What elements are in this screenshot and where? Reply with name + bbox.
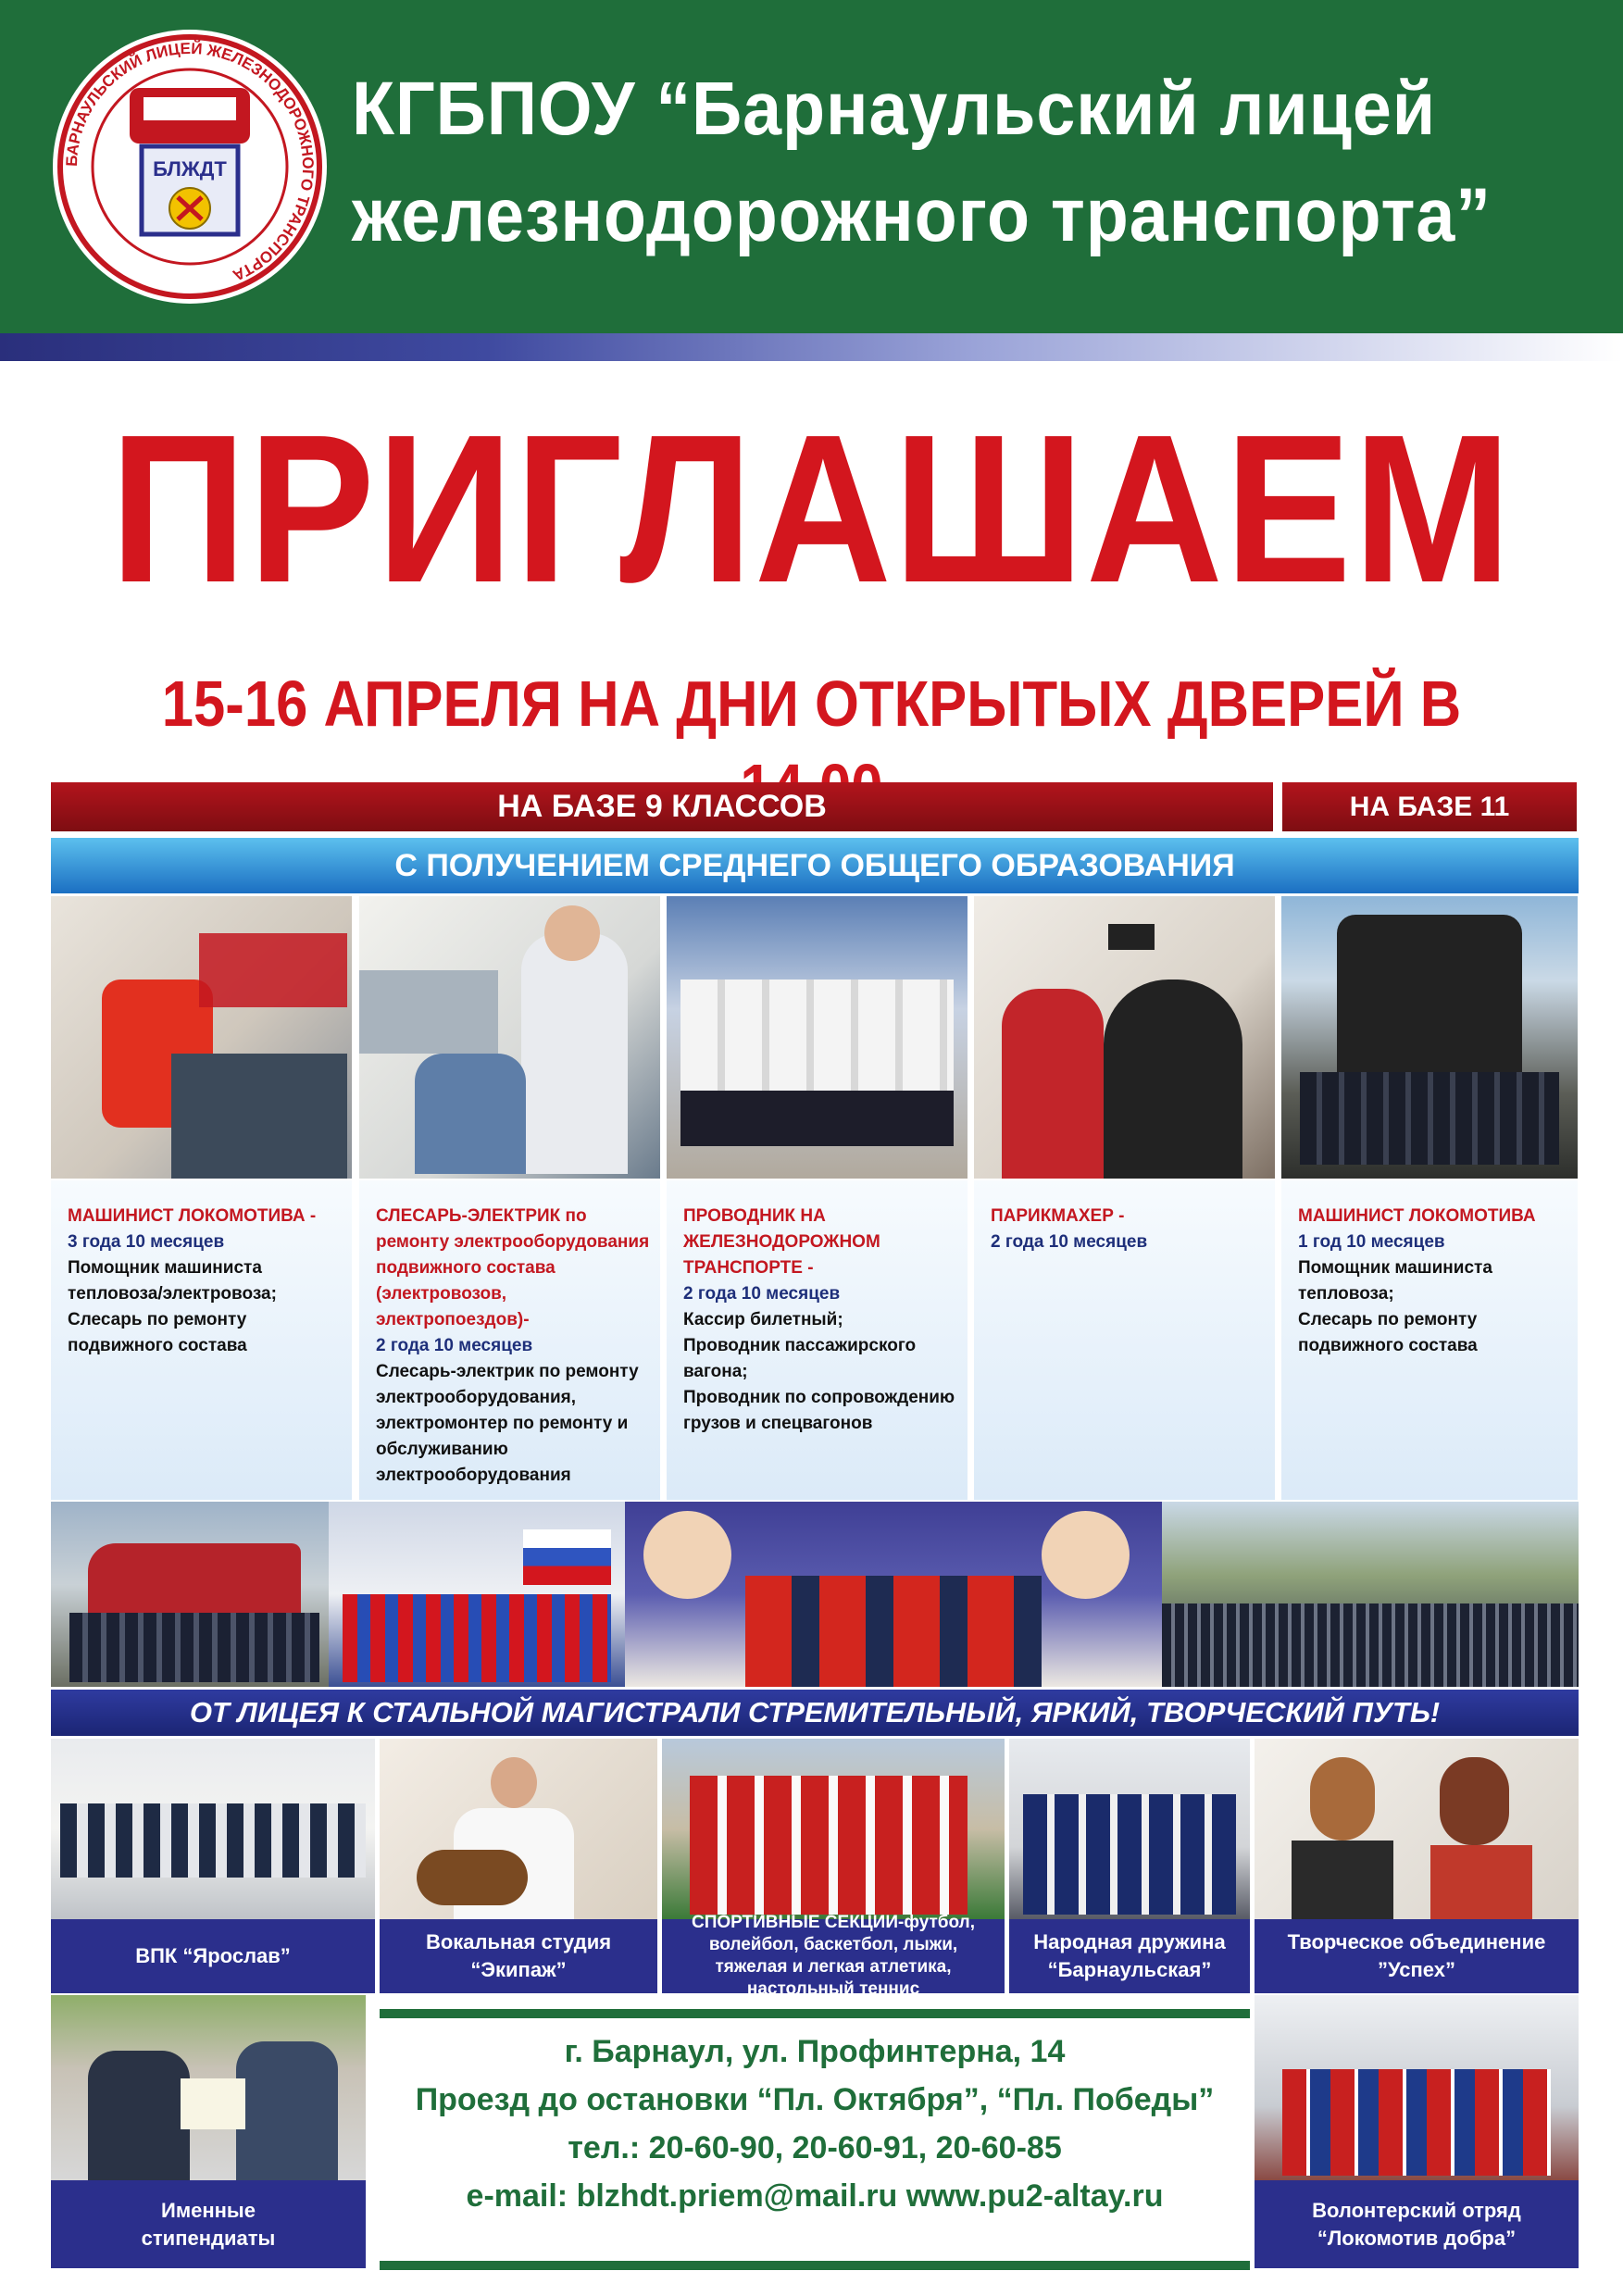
- activity-2-label: Вокальная студия “Экипаж”: [425, 1930, 612, 1981]
- caption-vpk-yaroslav: [51, 1919, 375, 1993]
- subheadline: 15-16 АПРЕЛЯ НА ДНИ ОТКРЫТЫХ ДВЕРЕЙ В: [161, 668, 1462, 740]
- contacts-block: [380, 2028, 1250, 2282]
- profession-1-duration: 3 года 10 месяцев: [68, 1232, 225, 1252]
- caption-peoples-patrol: [1009, 1919, 1250, 1993]
- activity-4-label: Народная дружина “Барнаульская”: [1033, 1930, 1226, 1981]
- profession-2-duration: 2 года 10 месяцев: [376, 1336, 533, 1355]
- profession-3-detail-2: Проводник пассажирского вагона;: [683, 1336, 917, 1381]
- header-stripe: [0, 333, 1623, 361]
- photo-sports: [662, 1739, 1005, 1919]
- education-bar: С ПОЛУЧЕНИЕМ СРЕДНЕГО ОБЩЕГО ОБРАЗОВАНИЯ: [51, 838, 1579, 893]
- photo-ceremony: [1162, 1502, 1579, 1687]
- profession-1-title: МАШИНИСТ ЛОКОМОТИВА -: [68, 1206, 317, 1226]
- caption-sports: [662, 1913, 1005, 1999]
- address-line: г. Барнаул, ул. Профинтерна, 14: [564, 2034, 1066, 2069]
- caption-creative-group: [1255, 1919, 1579, 1993]
- photo-creative-group: [1255, 1739, 1579, 1919]
- photo-train-group: [51, 1502, 329, 1687]
- transport-line: Проезд до остановки “Пл. Октября”, “Пл. Победы”: [415, 2082, 1215, 2117]
- photo-vpk-yaroslav: [51, 1739, 375, 1919]
- profession-3-title: ПРОВОДНИК НА ЖЕЛЕЗНОДОРОЖНОМ ТРАНСПОРТЕ -: [683, 1206, 880, 1278]
- profession-card-2: [359, 1180, 660, 1500]
- profession-3-detail-3: Проводник по сопровождению грузов и спецвагонов: [683, 1388, 955, 1433]
- base-11-bar: НА БАЗЕ 11: [1282, 782, 1577, 831]
- photo-train-conductors: [667, 896, 968, 1179]
- profession-card-1: [51, 1180, 352, 1500]
- photo-volunteer-team: [1255, 1995, 1579, 2180]
- profession-4-title: ПАРИКМАХЕР -: [991, 1206, 1125, 1226]
- activity-1-label: ВПК “Ярослав”: [135, 1944, 291, 1967]
- contacts-top-rule: [380, 2009, 1250, 2018]
- profession-5-duration: 1 год 10 месяцев: [1298, 1232, 1445, 1252]
- profession-5-title: МАШИНИСТ ЛОКОМОТИВА: [1298, 1206, 1536, 1226]
- caption-scholarship-holders: [51, 2180, 366, 2268]
- photo-vocal-studio: [380, 1739, 657, 1919]
- phone-line: тел.: 20-60-90, 20-60-91, 20-60-85: [568, 2130, 1062, 2165]
- profession-card-5: [1281, 1180, 1578, 1500]
- photo-stage-group: [329, 1502, 625, 1687]
- photo-competition-winners: [625, 1502, 1162, 1687]
- profession-5-detail-1: Помощник машиниста тепловоза;: [1298, 1258, 1492, 1304]
- base-9-bar: НА БАЗЕ 9 КЛАССОВ: [51, 782, 1273, 831]
- profession-card-4: [974, 1180, 1275, 1500]
- profession-2-title: СЛЕСАРЬ-ЭЛЕКТРИК по ремонту электрооборудования подвижного состава (электровозов, электропоездов)-: [376, 1206, 650, 1329]
- activity-5-label: Творческое объединение ”Успех”: [1287, 1930, 1546, 1981]
- photo-scholarship-holders: [51, 1995, 366, 2180]
- photo-hairdresser: [974, 896, 1275, 1179]
- caption-volunteer-team: [1255, 2180, 1579, 2268]
- slogan-banner: ОТ ЛИЦЕЯ К СТАЛЬНОЙ МАГИСТРАЛИ СТРЕМИТЕЛЬНЫЙ, ЯРКИЙ, ТВОРЧЕСКИЙ ПУТЬ!: [51, 1690, 1579, 1736]
- scholarship-label: Именные стипендиаты: [141, 2198, 276, 2250]
- contacts-bottom-rule: [380, 2261, 1250, 2270]
- photo-steam-locomotive-group: [1281, 896, 1578, 1179]
- profession-3-duration: 2 года 10 месяцев: [683, 1284, 841, 1304]
- profession-4-duration: 2 года 10 месяцев: [991, 1232, 1148, 1252]
- logo-ring-text: БАРНАУЛЬСКИЙ ЛИЦЕЙ ЖЕЛЕЗНОДОРОЖНОГО ТРАНСПОРТА: [62, 39, 318, 285]
- profession-2-detail-1: Слесарь-электрик по ремонту электрооборудования, электромонтер по ремонту и обслуживанию электрооборудования: [376, 1362, 639, 1485]
- volunteer-label: Волонтерский отряд “Локомотив добра”: [1312, 2198, 1521, 2250]
- profession-3-detail-1: Кассир билетный;: [683, 1310, 843, 1329]
- headline: ПРИГЛАШАЕМ: [109, 392, 1514, 627]
- caption-vocal-studio: [380, 1919, 657, 1993]
- lyceum-title: [352, 56, 1493, 268]
- activity-3-label: СПОРТИВНЫЕ СЕКЦИИ-футбол, волейбол, баскетбол, лыжи, тяжелая и легкая атлетика, настольный теннис: [691, 1913, 976, 1999]
- photo-locomotive-simulator: [51, 896, 352, 1179]
- title-line-1: КГБПОУ “Барнаульский лицей: [352, 67, 1437, 151]
- profession-1-detail-2: Слесарь по ремонту подвижного состава: [68, 1310, 247, 1355]
- profession-1-detail-1: Помощник машиниста тепловоза/электровоза;: [68, 1258, 277, 1304]
- title-line-2: железнодорожного транспорта”: [352, 173, 1492, 257]
- photo-peoples-patrol: [1009, 1739, 1250, 1919]
- lyceum-logo: [51, 28, 329, 306]
- profession-card-3: [667, 1180, 968, 1500]
- email-web-line[interactable]: e-mail: blzhdt.priem@mail.ru www.pu2-altay.ru: [466, 2178, 1164, 2214]
- logo-badge: БЛЖДТ: [153, 157, 227, 181]
- profession-5-detail-2: Слесарь по ремонту подвижного состава: [1298, 1310, 1478, 1355]
- photo-electrician-lab: [359, 896, 660, 1179]
